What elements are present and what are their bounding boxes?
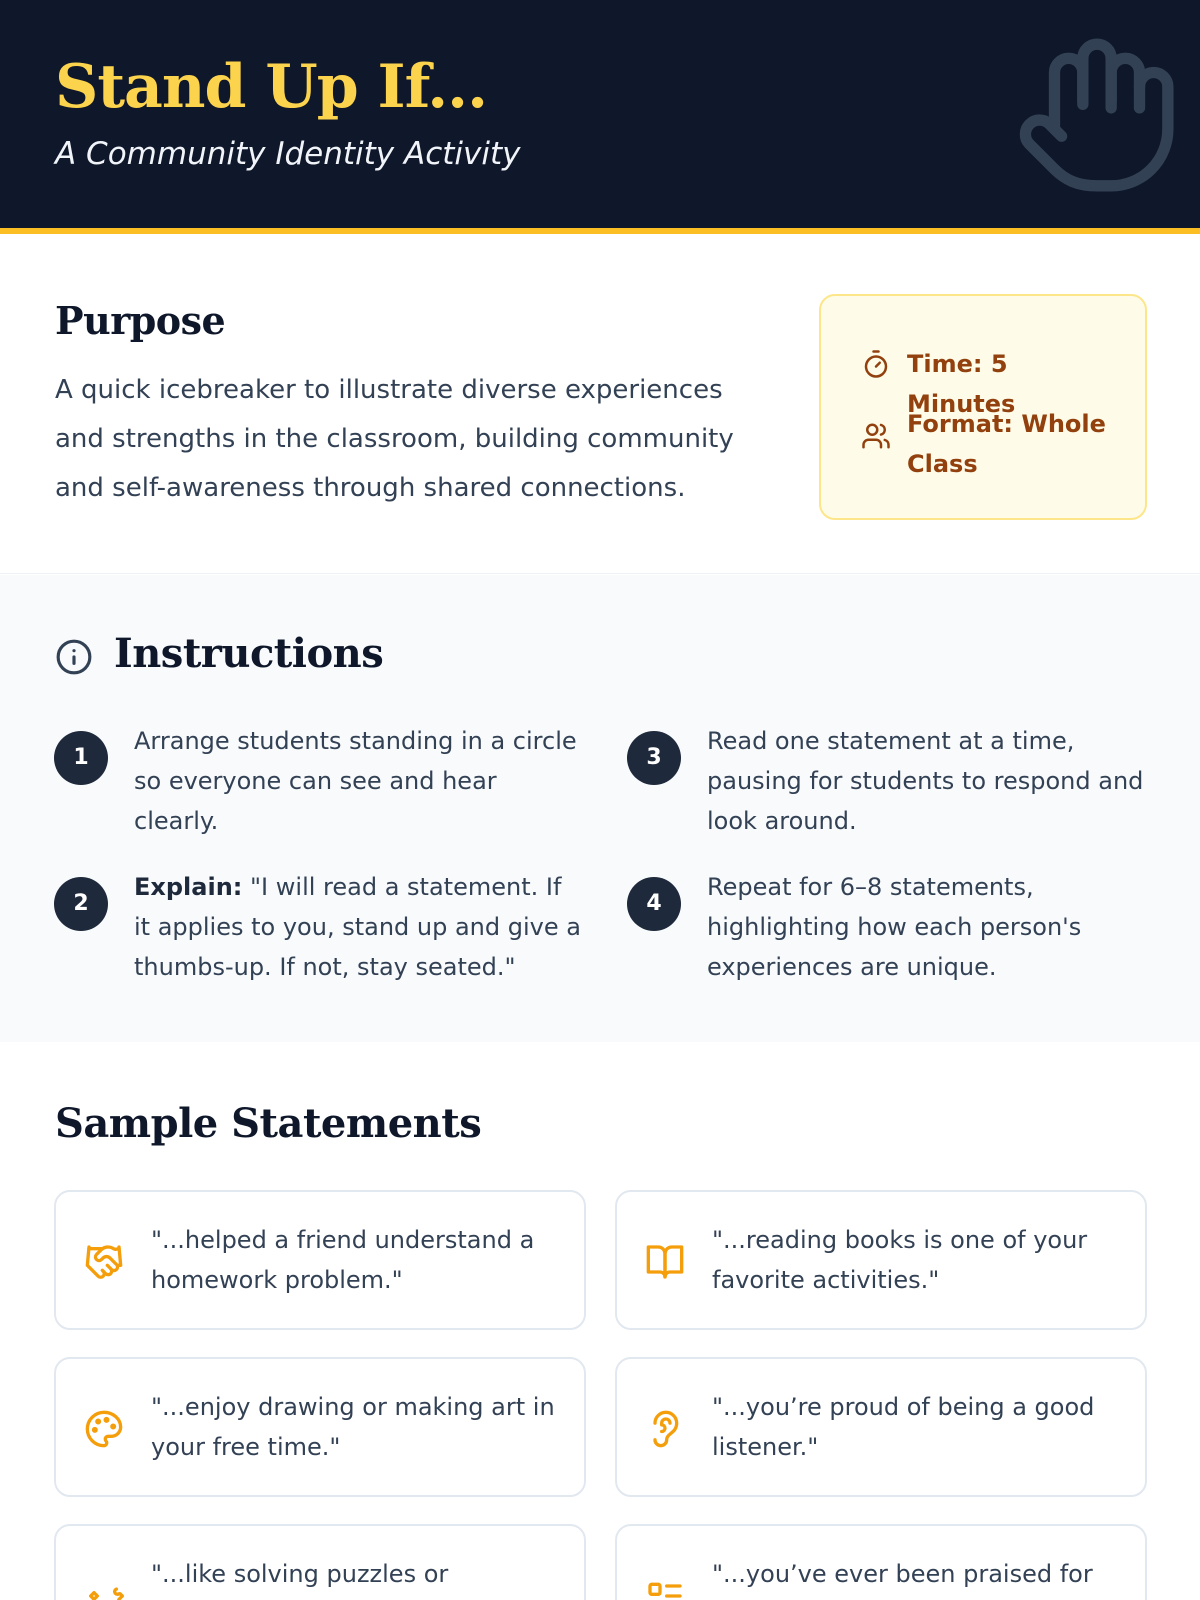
step-number: 1 [54, 731, 108, 785]
statement-text: "...you’re proud of being a good listener." [712, 1393, 1095, 1461]
step-number: 3 [627, 731, 681, 785]
step-text [134, 867, 584, 987]
step-number: 2 [54, 877, 108, 931]
statement-text: "...reading books is one of your favorite activities." [712, 1226, 1088, 1294]
ear-icon [645, 1409, 685, 1449]
statement-text: "...enjoy drawing or making art in your free time." [151, 1393, 555, 1461]
statement-card [615, 1357, 1147, 1497]
statement-card [615, 1524, 1147, 1600]
activity-info-card [819, 294, 1147, 520]
sample-statements-heading: Sample Statements [55, 1100, 482, 1147]
step-text: Arrange students standing in a circle so everyone can see and hear clearly. [134, 727, 577, 835]
handshake-icon [84, 1242, 124, 1282]
palette-icon [84, 1409, 124, 1449]
statement-text: "...you’ve ever been praised for [712, 1560, 1093, 1588]
open-book-icon [645, 1242, 685, 1282]
purpose-text: A quick icebreaker to illustrate diverse experiences and strengths in the classroom, building community and self-awareness through shared connections. [55, 375, 734, 503]
raised-hand-icon [1012, 30, 1182, 200]
statement-card [54, 1524, 586, 1600]
stopwatch-icon [861, 349, 891, 379]
page-subtitle: A Community Identity Activity [55, 136, 521, 172]
page-header [0, 0, 1200, 234]
statement-card [54, 1190, 586, 1330]
format-info [861, 404, 1121, 484]
format-label: Format: Whole Class [907, 410, 1106, 478]
time-info [861, 344, 1121, 418]
instructions-section [0, 575, 1200, 1042]
step-label: Explain: [134, 873, 243, 901]
info-icon [55, 638, 93, 676]
step-number: 4 [627, 877, 681, 931]
purpose-section [0, 240, 1200, 574]
purpose-heading: Purpose [55, 298, 226, 343]
instructions-heading: Instructions [114, 630, 384, 677]
statement-text: "...helped a friend understand a homework problem." [151, 1226, 535, 1294]
step-body: "I will read a statement. If it applies to you, stand up and give a thumbs-up. If not, stay seated." [134, 873, 581, 981]
puzzle-icon [84, 1576, 124, 1600]
list-icon [645, 1576, 685, 1600]
users-icon [861, 421, 891, 451]
statement-card [54, 1357, 586, 1497]
page-title: Stand Up If... [55, 52, 487, 122]
statement-card [615, 1190, 1147, 1330]
step-text: Read one statement at a time, pausing for students to respond and look around. [707, 727, 1144, 835]
statement-text: "...like solving puzzles or [151, 1560, 449, 1588]
time-label: Time: 5 Minutes [907, 350, 1016, 418]
step-text: Repeat for 6–8 statements, highlighting how each person's experiences are unique. [707, 873, 1082, 981]
